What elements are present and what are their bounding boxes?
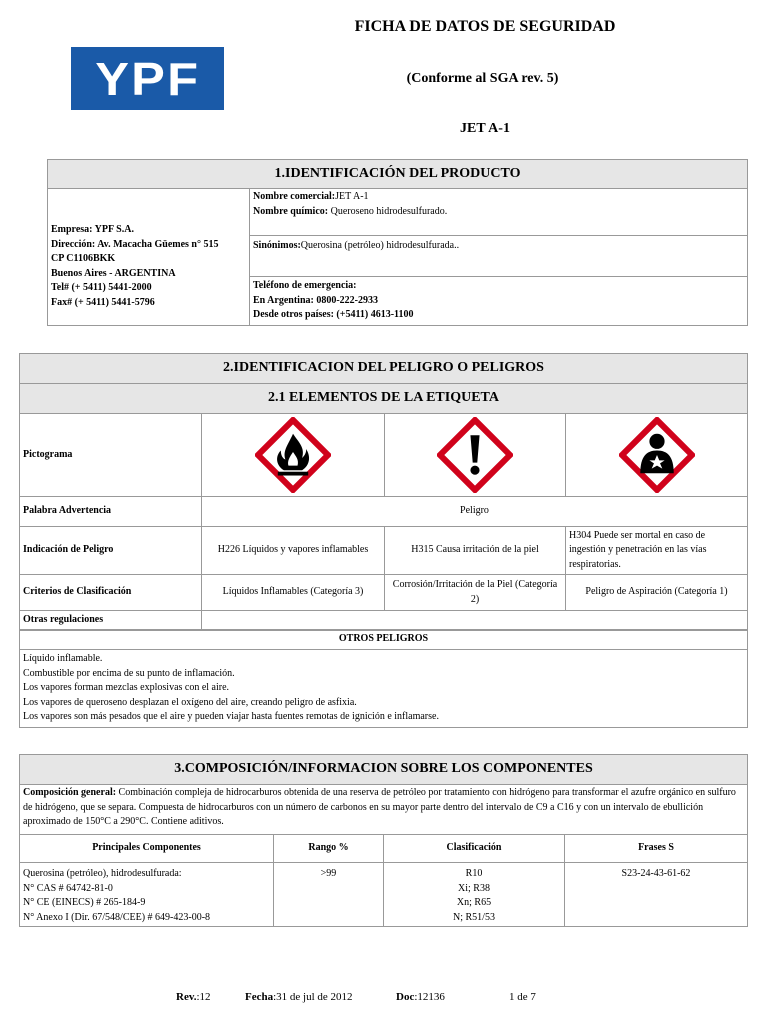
company-address: Dirección: Av. Macacha Güemes n° 515 <box>51 238 219 250</box>
section2-subheading: 2.1 ELEMENTOS DE LA ETIQUETA <box>20 384 748 414</box>
section3-heading: 3.COMPOSICIÓN/INFORMACION SOBRE LOS COMPONENTES <box>20 755 748 785</box>
pictogram-cell-2 <box>385 414 566 497</box>
footer-page: 1 de 7 <box>509 991 536 1003</box>
palabra-label: Palabra Advertencia <box>20 497 202 527</box>
footer-rev-value: :12 <box>196 991 211 1003</box>
otros-peligros-table <box>19 629 748 728</box>
component-cas: N° CAS # 64742-81-0 <box>23 882 113 894</box>
composicion-general-text: Combinación compleja de hidrocarburos obtenida de una reserva de petróleo por tratamiento con hidrógeno para transformar el azufre orgánico en sulfuro de hidrógeno, que se separa. Compuesta de hidrocarburos con un número de carbonos en su mayor parte dentro del intervalo de C9 a C16 y con un intervalo de ebullición aproximado de 150°C a 290°C. Contiene aditivos. <box>23 787 736 827</box>
component-name: Querosina (petróleo), hidrodesulfurada: <box>23 868 182 879</box>
nombre-quimico-label: Nombre químico: <box>253 205 329 217</box>
composicion-general <box>20 785 748 835</box>
clasificacion-item: Xi; R38 <box>458 882 490 894</box>
sinonimos-value: Querosina (petróleo) hidrodesulfurada.. <box>300 240 460 251</box>
indicacion-3: H304 Puede ser mortal en caso de ingestión y penetración en las vías respiratorias. <box>566 527 748 575</box>
exclamation-icon <box>437 417 513 493</box>
component-anexo: N° Anexo I (Dir. 67/548/CEE) # 649-423-00-8 <box>23 911 211 923</box>
otros-peligros-list <box>20 650 748 728</box>
otros-peligros-item: Los vapores son más pesados que el aire y pueden viajar hasta fuentes remotas de ignición e inflamarse. <box>23 711 439 722</box>
footer-doc-value: :12136 <box>414 991 445 1003</box>
criterio-1: Líquidos Inflamables (Categoría 3) <box>202 575 385 611</box>
nombre-comercial-value: JET A-1 <box>335 191 369 202</box>
company-city: Buenos Aires - ARGENTINA <box>51 267 176 279</box>
table-row <box>20 863 748 927</box>
col-header-frases: Frases S <box>565 835 748 863</box>
document-subtitle: (Conforme al SGA rev. 5) <box>406 71 559 86</box>
col-header-rango: Rango % <box>274 835 384 863</box>
clasificacion-item: R10 <box>465 868 483 879</box>
otras-value <box>202 611 748 631</box>
product-name: JET A-1 <box>460 121 510 136</box>
telefono-label: Teléfono de emergencia: <box>253 280 357 292</box>
indicacion-1: H226 Líquidos y vapores inflamables <box>202 527 385 575</box>
frases-s-value: S23-24-43-61-62 <box>565 863 748 927</box>
clasificacion-cell <box>384 863 565 927</box>
section2-table <box>19 353 748 631</box>
flame-icon <box>255 417 331 493</box>
nombre-comercial-label: Nombre comercial: <box>253 191 336 202</box>
otros-peligros-heading: OTROS PELIGROS <box>20 630 748 650</box>
company-fax: Fax# (+ 5411) 5441-5796 <box>51 296 155 308</box>
otros-peligros-item: Los vapores de queroseno desplazan el oxígeno del aire, creando peligro de asfixia. <box>23 696 357 708</box>
section1-heading: 1.IDENTIFICACIÓN DEL PRODUCTO <box>48 160 748 189</box>
criterio-3: Peligro de Aspiración (Categoría 1) <box>566 575 748 611</box>
document-title: FICHA DE DATOS DE SEGURIDAD <box>354 18 616 35</box>
col-header-clasificacion: Clasificación <box>384 835 565 863</box>
criterios-label: Criterios de Clasificación <box>20 575 202 611</box>
section3-table <box>19 754 748 927</box>
indicacion-label: Indicación de Peligro <box>20 527 202 575</box>
footer-fecha-label: Fecha <box>245 991 274 1003</box>
telefono-otros: Desde otros países: (+5411) 4613-1100 <box>253 309 414 321</box>
component-ce: N° CE (EINECS) # 265-184-9 <box>23 897 146 908</box>
otros-peligros-item: Los vapores forman mezclas explosivas con el aire. <box>23 682 230 693</box>
pictograma-label: Pictograma <box>20 414 202 497</box>
component-cell <box>20 863 274 927</box>
composicion-general-label: Composición general: <box>23 787 117 798</box>
company-phone: Tel# (+ 5411) 5441-2000 <box>51 282 152 293</box>
telefono-argentina: En Argentina: 0800-222-2933 <box>253 294 378 306</box>
footer-doc-label: Doc <box>396 991 415 1003</box>
indicacion-2: H315 Causa irritación de la piel <box>385 527 566 575</box>
company-name: Empresa: YPF S.A. <box>51 224 134 235</box>
footer-fecha-value: :31 de jul de 2012 <box>273 991 353 1003</box>
rango-value: >99 <box>274 863 384 927</box>
clasificacion-item: Xn; R65 <box>456 897 492 908</box>
company-info <box>48 189 250 326</box>
nombre-quimico-value: Queroseno hidrodesulfurado. <box>328 205 448 217</box>
section2-heading: 2.IDENTIFICACION DEL PELIGRO O PELIGROS <box>20 354 748 384</box>
telefono-cell <box>250 277 748 326</box>
logo-text: YPF <box>94 52 201 105</box>
criterio-2: Corrosión/Irritación de la Piel (Categoría 2) <box>385 575 566 611</box>
palabra-value: Peligro <box>202 497 748 527</box>
clasificacion-item: N; R51/53 <box>453 911 495 923</box>
ypf-logo <box>71 47 224 110</box>
pictogram-cell-3 <box>566 414 748 497</box>
otros-peligros-item: Líquido inflamable. <box>23 653 103 664</box>
product-names-cell <box>250 189 748 236</box>
col-header-componentes: Principales Componentes <box>20 835 274 863</box>
section1-table <box>47 159 748 326</box>
otros-peligros-item: Combustible por encima de su punto de inflamación. <box>23 667 235 679</box>
health-hazard-icon <box>619 417 695 493</box>
sinonimos-label: Sinónimos: <box>253 240 301 251</box>
pictogram-cell-1 <box>202 414 385 497</box>
otras-label: Otras regulaciones <box>20 611 202 631</box>
footer-rev-label: Rev. <box>176 991 197 1003</box>
sinonimos-cell <box>250 236 748 277</box>
company-postal: CP C1106BKK <box>51 253 116 264</box>
